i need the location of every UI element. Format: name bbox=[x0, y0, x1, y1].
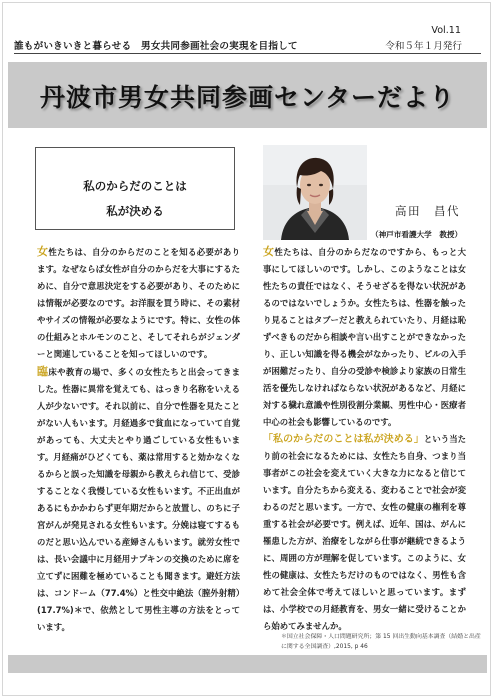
drop-initial: 女 bbox=[263, 245, 275, 258]
author-affiliation: （神戸市看護大学 教授） bbox=[371, 230, 463, 239]
paragraph-text: 性たちは、自分のからだなのですから、もっと大事にしてほしいのです。しかし、このようなことは女性たちの責任ではなく、そうせざるを得ない状況があるのではないでしょうか。女性たちは、性器を触ったり見ることはタブーだと教えられていたり、月経は恥ずべきものだから相談や言い出すことができなかったり、正しい知識を得る機会がなかったり、ピルの入手が困難だったり、自分の受診や検診より家族の日常生活を優先しなければならない状況があるなど、月経に対する穢れ意識や性別役割分業観、男性中心・医療者中心の社会も影響しているのです。 bbox=[263, 247, 467, 427]
left-column bbox=[37, 243, 240, 636]
right-column bbox=[263, 243, 466, 635]
header-rule bbox=[14, 53, 481, 54]
article-title-box bbox=[35, 147, 235, 230]
volume-number: Vol.11 bbox=[431, 25, 461, 36]
paragraph-text: 床や教育の場で、多くの女性たちと出会ってきました。性器に異常を覚えても、はっきり名称をいえる人が少ないです。それ以前に、自分で性器を見たことがない人もいます。月経過多で貧血になっていて自覚があっても、大丈夫とやり過ごしている女性もいます。月経痛がひどくても、薬は常用すると効かなくなるからと誤った知識を母親から教えられ信じて、受診することなく我慢している女性もいます。不正出血があるにもかかわらず更年期だからと放置し、のちに子宮がんが発見される女性もいます。分娩は寝てするものだと思い込んでいる産婦さんもいます。就労女性では、長い会議中に月経用ナプキンの交換のために席を立てずに困難を極めていることも聞きます。避妊方法は、コンドーム（77.4%）と性交中絶法（膣外射精）(17.7%)＊で、依然として男性主導の方法をとっています。 bbox=[37, 367, 240, 632]
left-paragraph-1 bbox=[37, 243, 240, 363]
right-paragraph-2 bbox=[263, 431, 466, 635]
paragraph-text: 性たちは、自分のからだのことを知る必要があります。なぜならば女性が自分のからだを大事にするために、自分で意思決定をする必要があり、そのためには情報が必要なのです。お洋服を買う時に、その素材やサイズの情報が必要なようにです。特に、女性の体の仕組みとホルモンのこと、そしてそれらがジェンダーと関連していることを知ってほしいのです。 bbox=[37, 247, 241, 359]
highlighted-quote: 「私のからだのことは私が決める」 bbox=[263, 434, 424, 445]
newsletter-title: 丹波市男女共同参画センターだより bbox=[39, 83, 455, 112]
footnote: ＊国立社会保障・人口問題研究所；第 15 回出生動向基本調査（結婚と出産に関する全国調査）,2015, p 46 bbox=[281, 634, 481, 650]
article-title-line1: 私のからだのことは bbox=[83, 179, 187, 193]
paragraph-text: という当たり前の社会になるためには、女性たち自身、つまり当事者がこの社会を変えていく大きな力になると信じています。自分たちから変える、変わることで社会が変わるのだと思います。一方で、女性の健康の権利を尊重する社会が必要です。例えば、近年、国は、がんに罹患した方が、治療をしながら仕事が継続できるように、周囲の方が理解を促しています。このように、女性の健康は、女性たちだけのものではなく、男性も含めて社会全体で考えてほしいと思っています。まずは、小学校での月経教育を、男女一緒に受けることから始めてみませんか。 bbox=[263, 434, 467, 631]
issue-date: 令和５年１月発行 bbox=[385, 41, 462, 52]
author-portrait-image bbox=[263, 145, 367, 240]
right-paragraph-1 bbox=[263, 243, 466, 431]
newsletter-subtitle: 誰もがいきいきと暮らせる 男女共同参画社会の実現を目指して bbox=[14, 41, 298, 52]
drop-initial: 臨 bbox=[37, 365, 49, 378]
article-title bbox=[36, 174, 234, 224]
footer-bar bbox=[8, 655, 487, 673]
author-photo bbox=[263, 145, 367, 240]
article-title-line2: 私が決める bbox=[106, 204, 164, 218]
left-paragraph-2 bbox=[37, 363, 240, 636]
author-name: 高田 昌代 bbox=[395, 204, 460, 218]
drop-initial: 女 bbox=[37, 245, 49, 258]
